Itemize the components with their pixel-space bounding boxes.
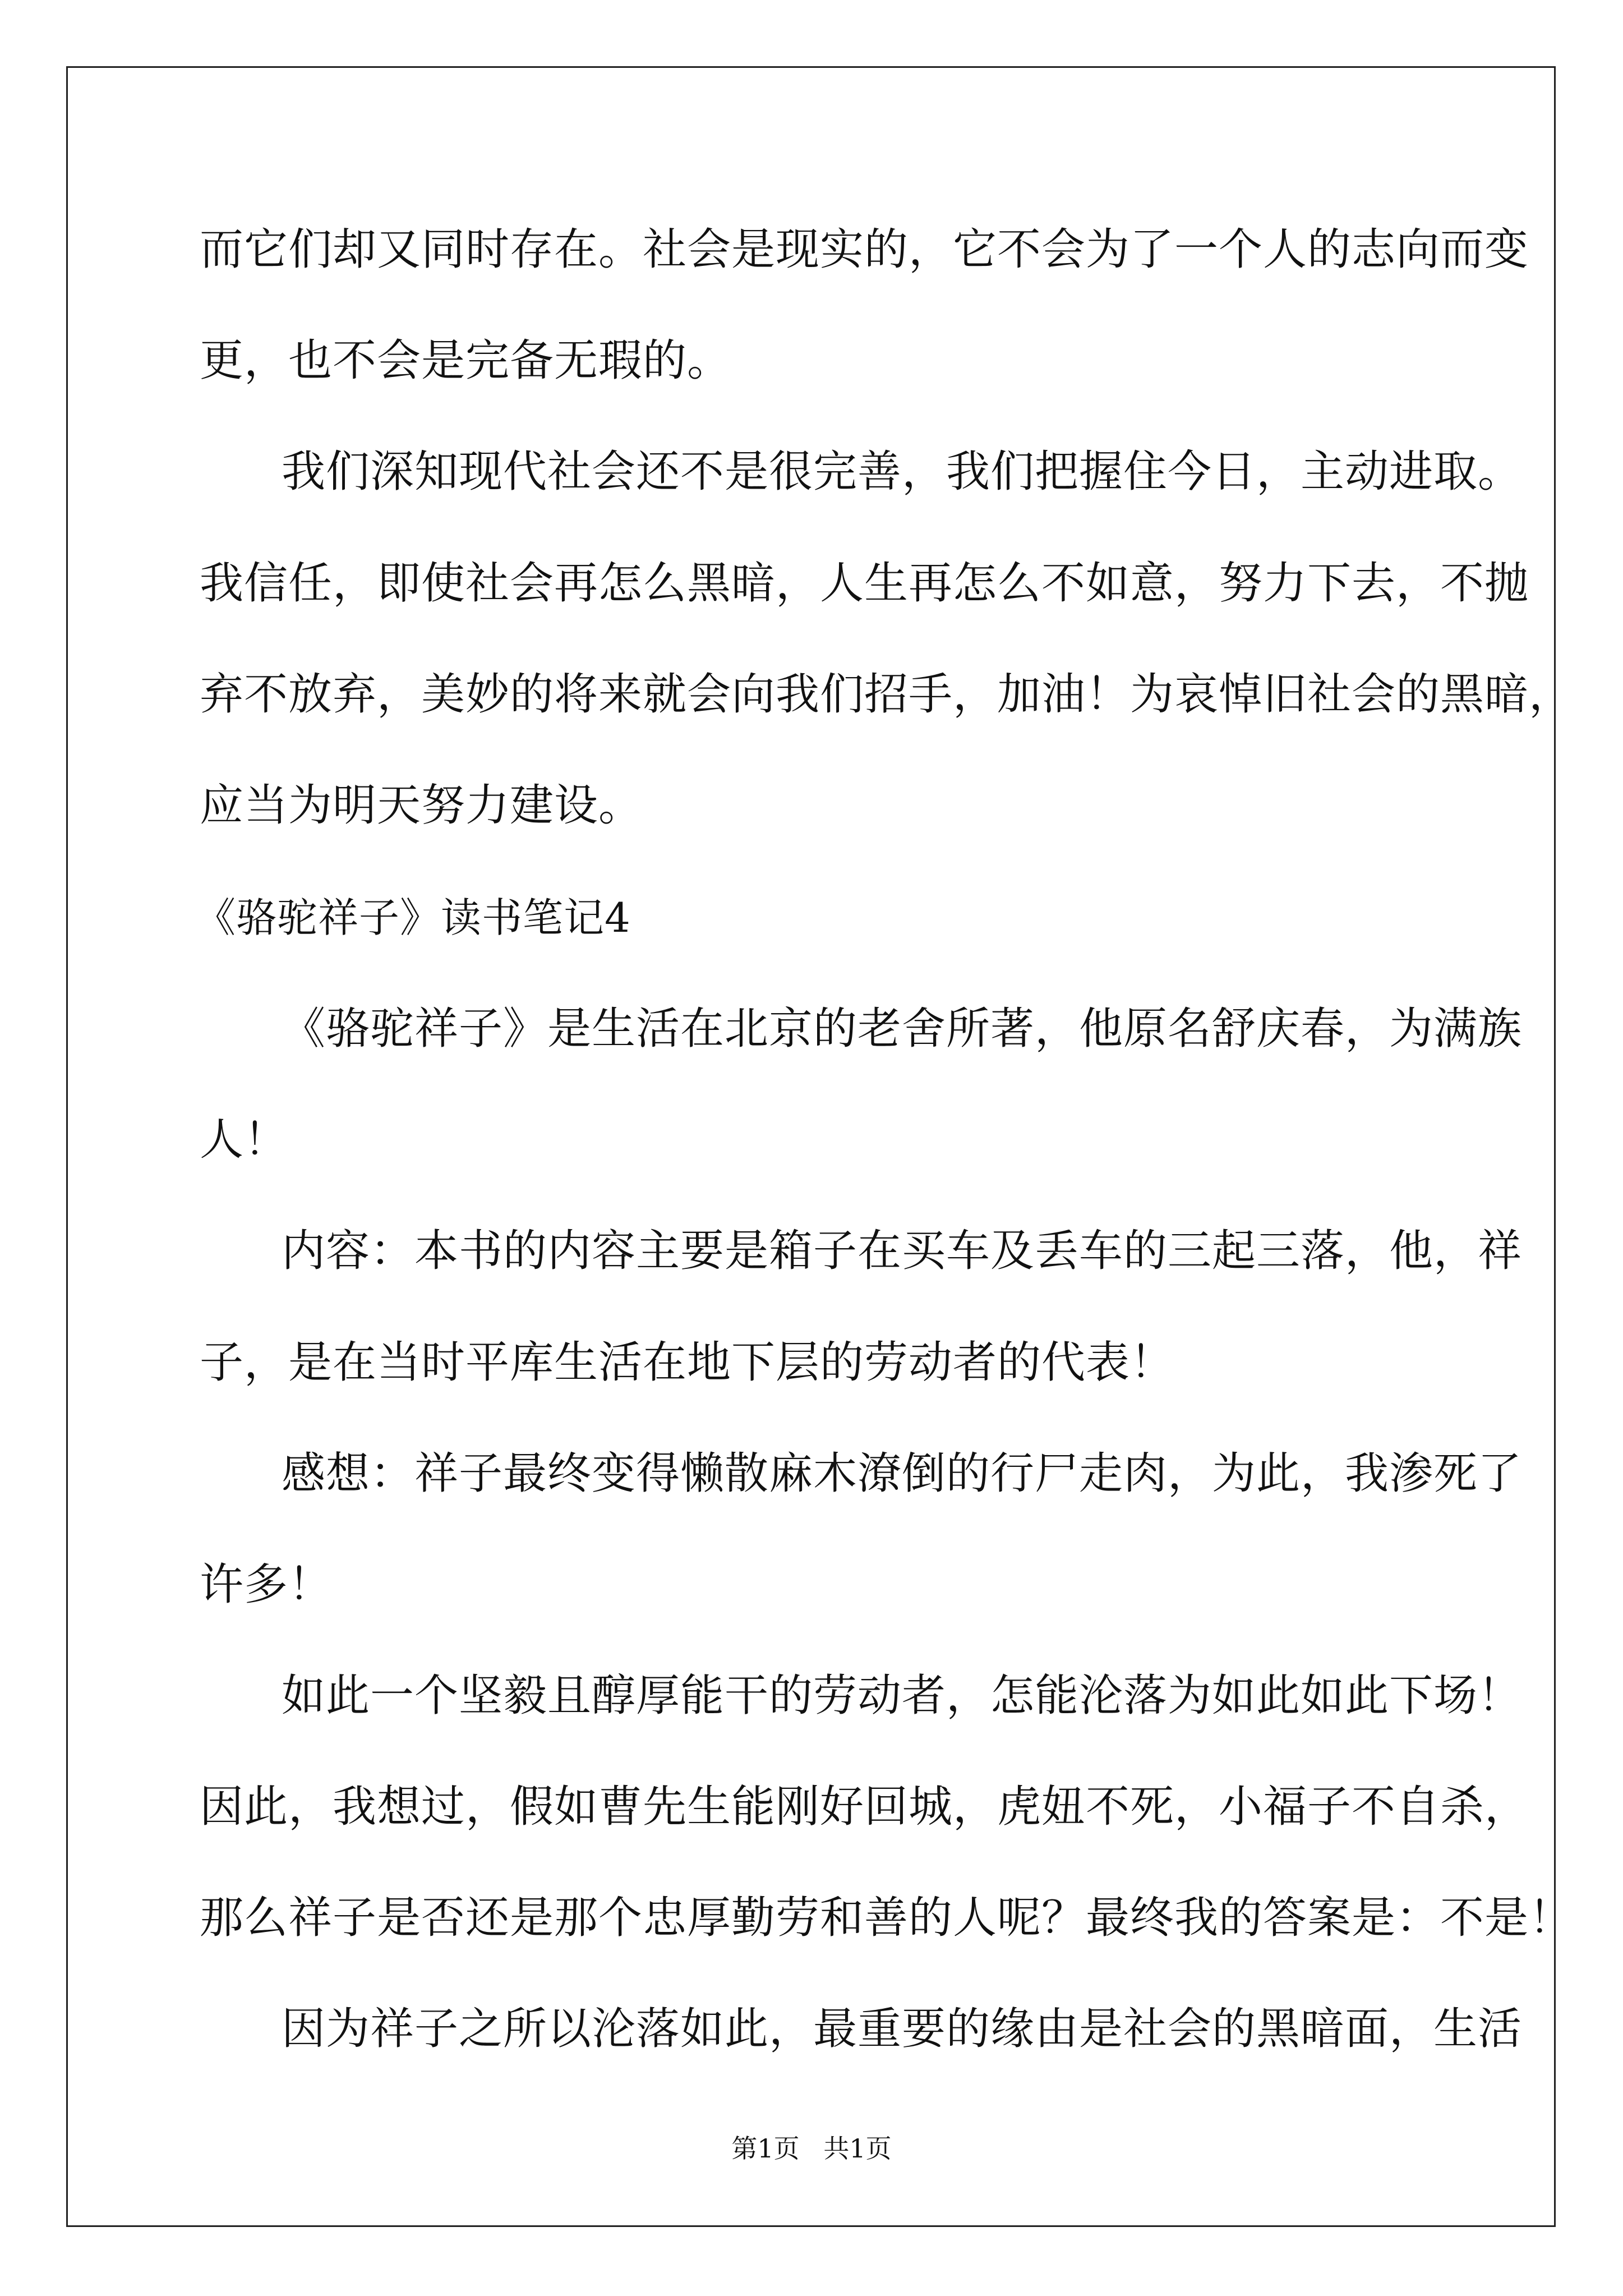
page-total: 共1页 bbox=[823, 2133, 892, 2164]
text-line: 应当为明天努力建设。 bbox=[200, 780, 643, 831]
paragraph-start-line: 我们深知现代社会还不是很完善，我们把握住今日，主动进取。 bbox=[282, 447, 1523, 497]
paragraph-start-line: 《骆驼祥子》是生活在北京的老舍所著，他原名舒庆春，为满族 bbox=[282, 1004, 1523, 1054]
paragraph-start-line: 如此一个坚毅且醇厚能干的劳动者，怎能沦落为如此如此下场！ bbox=[282, 1671, 1523, 1721]
paragraph-start-line: 因为祥子之所以沦落如此，最重要的缘由是社会的黑暗面，生活 bbox=[282, 2004, 1523, 2054]
text-line: 子，是在当时平库生活在地下层的劳动者的代表！ bbox=[200, 1337, 1175, 1388]
text-line: 而它们却又同时存在。社会是现实的，它不会为了一个人的志向而变 bbox=[200, 224, 1529, 275]
paragraph-start-line: 感想：祥子最终变得懒散麻木潦倒的行尸走肉，为此，我渗死了 bbox=[282, 1448, 1523, 1499]
document-body bbox=[132, 0, 1574, 2143]
text-line: 我信任，即使社会再怎么黑暗，人生再怎么不如意，努力下去，不抛 bbox=[200, 558, 1529, 609]
paragraph-start-line: 内容：本书的内容主要是箱子在买车及丢车的三起三落，他，祥 bbox=[282, 1226, 1523, 1276]
section-heading: 《骆驼祥子》读书笔记4 bbox=[195, 894, 631, 941]
text-line: 弃不放弃，美妙的将来就会向我们招手，加油！为哀悼旧社会的黑暗， bbox=[200, 669, 1574, 720]
page-footer bbox=[0, 2132, 1623, 2165]
text-line: 因此，我想过，假如曹先生能刚好回城，虎妞不死，小福子不自杀， bbox=[200, 1782, 1529, 1832]
text-line: 更，也不会是完备无瑕的。 bbox=[200, 335, 732, 386]
text-line: 那么祥子是否还是那个忠厚勤劳和善的人呢？最终我的答案是：不是！ bbox=[200, 1893, 1574, 1943]
text-line: 人！ bbox=[200, 1115, 289, 1165]
page-number: 第1页 bbox=[731, 2133, 800, 2164]
text-line: 许多！ bbox=[200, 1559, 333, 1610]
